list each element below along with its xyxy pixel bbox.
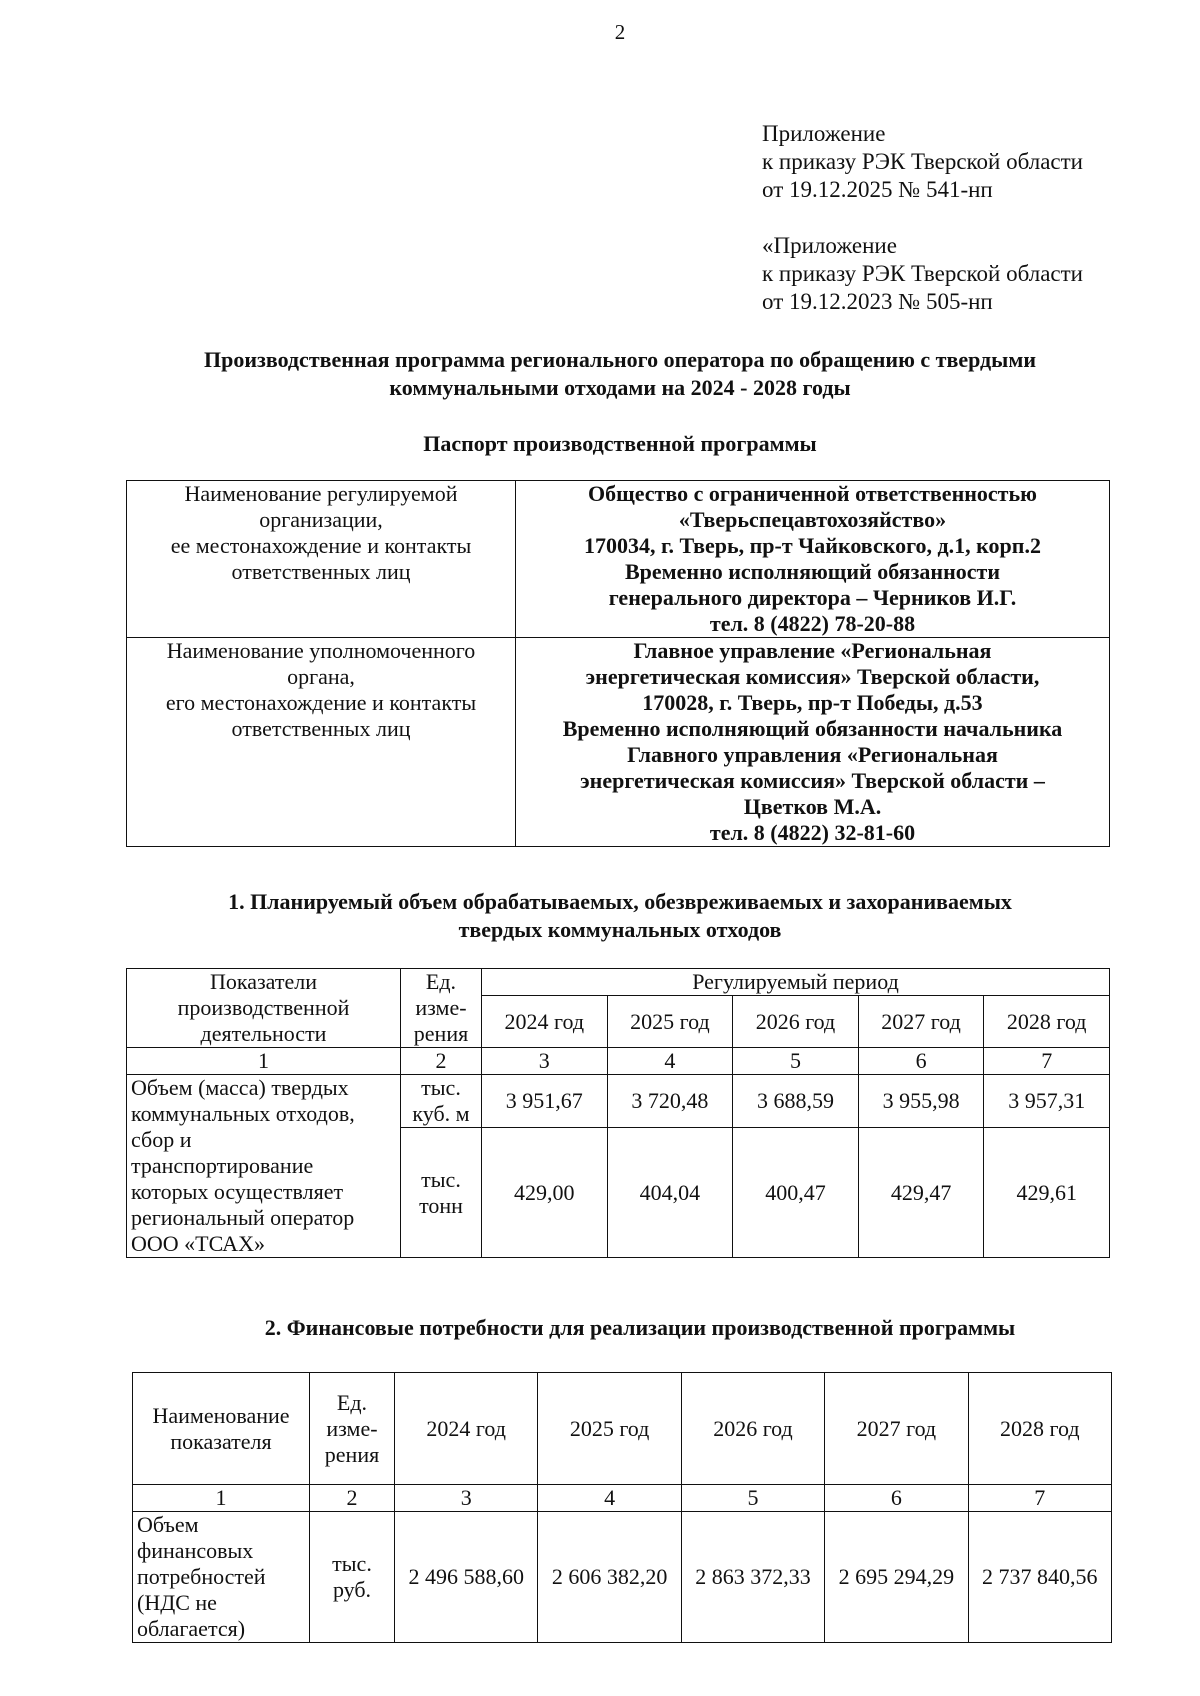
cell-line: Общество с ограниченной ответственностью: [588, 481, 1037, 506]
cell-line: потребностей: [137, 1564, 266, 1589]
value-cell: 429,61: [984, 1128, 1110, 1258]
cell-line: тонн: [419, 1192, 463, 1218]
cell-line: рения: [324, 1441, 380, 1467]
cell-line: производственной: [177, 995, 350, 1020]
volume-table: [126, 968, 1110, 1258]
cell-line: изме-: [326, 1415, 378, 1441]
cell-line: ответственных лиц: [231, 559, 411, 584]
finance-table: [132, 1372, 1112, 1643]
passport-table: [126, 480, 1110, 847]
col-number: 7: [984, 1048, 1110, 1075]
appendix-line: от 19.12.2025 № 541-нп: [762, 177, 993, 202]
cell-line: коммунальных отходов,: [131, 1101, 355, 1126]
value-cell: 2 496 588,60: [395, 1512, 538, 1643]
value-cell: 2 737 840,56: [968, 1512, 1111, 1643]
value-cell: 3 957,31: [984, 1075, 1110, 1128]
head-indicator: [133, 1373, 310, 1485]
col-number: 2: [310, 1485, 395, 1512]
cell-line: Главного управления «Региональная: [627, 742, 998, 767]
cell-line: транспортирование: [131, 1153, 314, 1178]
head-indicator: [127, 969, 401, 1048]
year-2024: 2024 год: [395, 1373, 538, 1485]
cell-line: Временно исполняющий обязанности начальника: [562, 716, 1063, 741]
year-2026: 2026 год: [681, 1373, 824, 1485]
col-number: 6: [825, 1485, 968, 1512]
col-number: 3: [482, 1048, 608, 1075]
appendix-line: Приложение: [762, 121, 886, 146]
appendix-line: к приказу РЭК Тверской области: [762, 261, 1083, 286]
cell-line: куб. м: [412, 1101, 470, 1126]
passport-row: [127, 481, 1110, 638]
section1-title-line: твердых коммунальных отходов: [458, 917, 782, 942]
cell-line: руб.: [332, 1577, 372, 1602]
cell-line: ее местонахождение и контакты: [170, 533, 472, 558]
value-cell: 400,47: [733, 1128, 859, 1258]
cell-line: финансовых: [137, 1538, 254, 1563]
cell-line: показателя: [170, 1428, 272, 1454]
cell-line: изме-: [415, 995, 467, 1020]
section1-title-line: 1. Планируемый объем обрабатываемых, обезвреживаемых и захораниваемых: [228, 889, 1012, 914]
cell-line: ООО «ТСАХ»: [131, 1231, 265, 1256]
cell-line: 170028, г. Тверь, пр-т Победы, д.53: [642, 690, 983, 715]
cell-line: энергетическая комиссия» Тверской области,: [585, 664, 1040, 689]
cell-line: (НДС не: [137, 1590, 217, 1615]
year-2027: 2027 год: [858, 996, 984, 1048]
year-2026: 2026 год: [733, 996, 859, 1048]
appendix-line: «Приложение: [762, 233, 897, 258]
value-cell: 2 606 382,20: [538, 1512, 681, 1643]
row-unit: [310, 1512, 395, 1643]
cell-line: тыс.: [332, 1551, 372, 1576]
year-2028: 2028 год: [984, 996, 1110, 1048]
cell-line: организации,: [259, 507, 383, 532]
cell-line: сбор и: [131, 1127, 192, 1152]
value-cell: 429,47: [858, 1128, 984, 1258]
col-number: 1: [133, 1485, 310, 1512]
head-period: Регулируемый период: [482, 969, 1110, 996]
table-row: [127, 1075, 1110, 1128]
cell-line: генерального директора – Черников И.Г.: [608, 585, 1017, 610]
value-cell: 429,00: [482, 1128, 608, 1258]
row-label: [133, 1512, 310, 1643]
main-title: [100, 346, 1140, 402]
cell-line: тыс.: [421, 1075, 461, 1100]
appendix-line: к приказу РЭК Тверской области: [762, 149, 1083, 174]
value-cell: 3 720,48: [607, 1075, 733, 1128]
cell-line: Наименование: [152, 1402, 290, 1428]
year-2025: 2025 год: [607, 996, 733, 1048]
year-2027: 2027 год: [825, 1373, 968, 1485]
cell-line: облагается): [137, 1616, 246, 1641]
col-number: 3: [395, 1485, 538, 1512]
row-unit: [401, 1128, 482, 1258]
cell-line: рения: [413, 1021, 469, 1046]
cell-line: органа,: [287, 664, 355, 689]
cell-line: «Тверьспецавтохозяйство»: [678, 507, 947, 532]
row-unit: [401, 1075, 482, 1128]
passport-row: [127, 638, 1110, 847]
head-unit: [310, 1373, 395, 1485]
cell-line: тыс.: [421, 1166, 461, 1192]
cell-line: 170034, г. Тверь, пр-т Чайковского, д.1, корп.2: [584, 533, 1041, 558]
cell-line: деятельности: [200, 1021, 327, 1046]
cell-line: Наименование уполномоченного: [166, 638, 476, 663]
cell-line: Ед.: [336, 1389, 368, 1415]
passport-label: [127, 638, 516, 847]
cell-line: энергетическая комиссия» Тверской области –: [580, 768, 1045, 793]
value-cell: 3 955,98: [858, 1075, 984, 1128]
passport-label: [127, 481, 516, 638]
section1-title: [100, 888, 1140, 944]
col-number: 4: [607, 1048, 733, 1075]
passport-title: Паспорт производственной программы: [423, 431, 817, 456]
cell-line: тел. 8 (4822) 32-81-60: [709, 820, 916, 845]
value-cell: 2 863 372,33: [681, 1512, 824, 1643]
main-title-line: коммунальными отходами на 2024 - 2028 годы: [389, 375, 851, 400]
year-2024: 2024 год: [482, 996, 608, 1048]
cell-line: Цветков М.А.: [743, 794, 882, 819]
appendix-current: [762, 120, 1083, 204]
value-cell: 2 695 294,29: [825, 1512, 968, 1643]
cell-line: Объем: [137, 1512, 199, 1537]
head-unit: [401, 969, 482, 1048]
cell-line: его местонахождение и контакты: [165, 690, 477, 715]
year-2025: 2025 год: [538, 1373, 681, 1485]
col-number: 1: [127, 1048, 401, 1075]
col-number: 7: [968, 1485, 1111, 1512]
value-cell: 3 688,59: [733, 1075, 859, 1128]
cell-line: ответственных лиц: [231, 716, 411, 741]
col-number: 4: [538, 1485, 681, 1512]
passport-value: [516, 481, 1110, 638]
cell-line: Показатели: [209, 969, 318, 994]
cell-line: Наименование регулируемой: [184, 481, 458, 506]
col-number: 6: [858, 1048, 984, 1075]
section2-title: 2. Финансовые потребности для реализации производственной программы: [264, 1315, 1016, 1340]
passport-value: [516, 638, 1110, 847]
col-number: 5: [733, 1048, 859, 1075]
cell-line: Временно исполняющий обязанности: [624, 559, 1001, 584]
cell-line: тел. 8 (4822) 78-20-88: [709, 611, 916, 636]
page-number: 2: [614, 20, 626, 44]
cell-line: Объем (масса) твердых: [131, 1075, 349, 1100]
cell-line: Главное управление «Региональная: [633, 638, 992, 663]
year-2028: 2028 год: [968, 1373, 1111, 1485]
cell-line: Ед.: [425, 969, 457, 994]
row-label: [127, 1075, 401, 1258]
cell-line: которых осуществляет: [131, 1179, 344, 1204]
cell-line: региональный оператор: [131, 1205, 355, 1230]
col-number: 2: [401, 1048, 482, 1075]
table-row: [133, 1512, 1112, 1643]
main-title-line: Производственная программа регионального оператора по обращению с твердыми: [203, 347, 1037, 372]
value-cell: 404,04: [607, 1128, 733, 1258]
appendix-line: от 19.12.2023 № 505-нп: [762, 289, 993, 314]
appendix-original: [762, 232, 1083, 316]
col-number: 5: [681, 1485, 824, 1512]
value-cell: 3 951,67: [482, 1075, 608, 1128]
